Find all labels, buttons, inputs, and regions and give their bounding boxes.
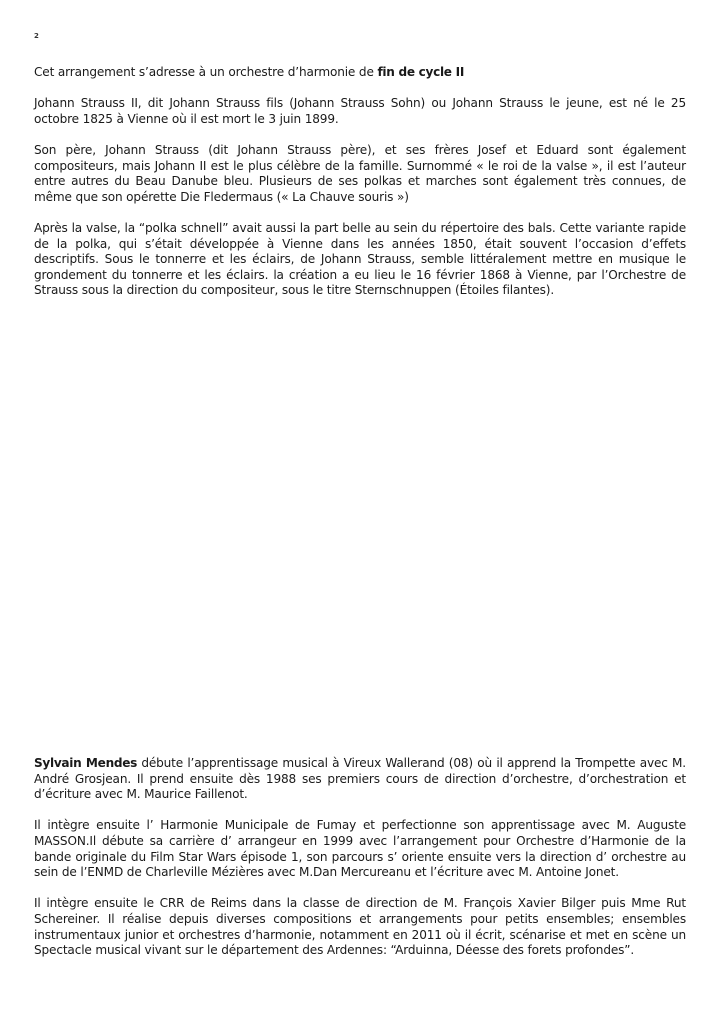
bio-paragraph-3: Il intègre ensuite le CRR de Reims dans la classe de direction de M. François Xavier Bilger puis Mme Rut Schereiner. Il réalise depuis diverses compositions et arrangements pour petits ensembles; ensembles instrumentaux junior et orchestres d’harmonie, notamment en 2011 où il écrit, scénarise et met en scène un Spectacle musical vivant sur le département des Ardennes: “Arduinna, Déesse des forets profondes”.: [34, 896, 686, 958]
intro-line-text: Cet arrangement s’adresse à un orchestre d’harmonie de: [34, 65, 378, 79]
intro-section: [34, 65, 686, 299]
level-label: fin de cycle II: [377, 65, 465, 79]
author-name: Sylvain Mendes: [34, 756, 138, 770]
page-number: 2: [34, 32, 39, 40]
intro-paragraph-2: Son père, Johann Strauss (dit Johann Strauss père), et ses frères Josef et Eduard sont également compositeurs, mais Johann II est le plus célèbre de la famille. Surnommé « le roi de la valse », il est l’auteur entre autres du Beau Danube bleu. Plusieurs de ses polkas et marches sont également très connues, de même que son opérette Die Fledermaus (« La Chauve souris »): [34, 142, 686, 204]
intro-paragraph-1: Johann Strauss II, dit Johann Strauss fils (Johann Strauss Sohn) ou Johann Strauss le jeune, est né le 25 octobre 1825 à Vienne où il est mort le 3 juin 1899.: [34, 96, 686, 126]
intro-line: [34, 65, 686, 81]
bio-paragraph-1-text: débute l’apprentissage musical à Vireux Wallerand (08) où il apprend la Trompette avec M. André Grosjean. Il prend ensuite dès 1988 ses premiers cours de direction d’orchestre, d’orchestration et d’écriture avec M. Maurice Faillenot.: [34, 756, 687, 802]
intro-paragraph-3: Après la valse, la “polka schnell” avait aussi la part belle au sein du répertoire des bals. Cette variante rapide de la polka, qui s’était développée à Vienne dans les années 1850, était souvent l’occasion d’effets descriptifs. Sous le tonnerre et les éclairs, de Johann Strauss, semble littéralement mettre en musique le grondement du tonnerre et les éclairs. la création a eu lieu le 16 février 1868 à Vienne, par l’Orchestre de Strauss sous la direction du compositeur, sous le titre Sternschnuppen (Étoiles filantes).: [34, 220, 686, 298]
bio-paragraph-1: [34, 756, 686, 803]
bio-section: [34, 756, 686, 959]
bio-paragraph-2: Il intègre ensuite l’ Harmonie Municipale de Fumay et perfectionne son apprentissage avec M. Auguste MASSON.Il débute sa carrière d’ arrangeur en 1999 avec l’arrangement pour Orchestre d’Harmonie de la bande originale du Film Star Wars épisode 1, son parcours s’ oriente ensuite vers la direction d’ orchestre au sein de l’ENMD de Charleville Mézières avec M.Dan Mercureanu et l’écriture avec M. Antoine Jonet.: [34, 818, 686, 880]
